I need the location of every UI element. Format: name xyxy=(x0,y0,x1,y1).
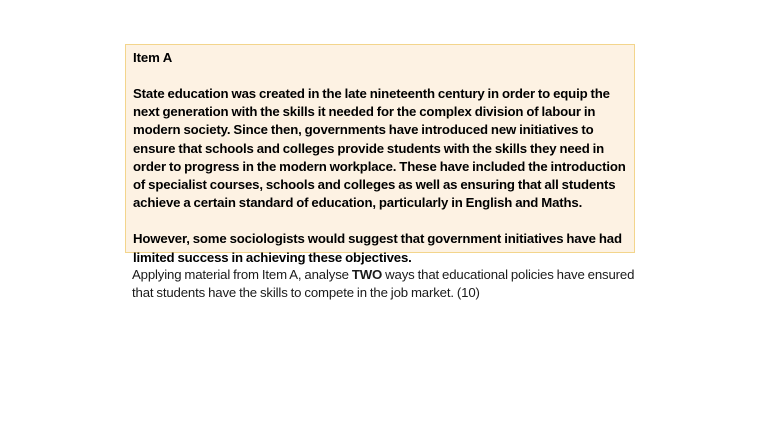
exam-question xyxy=(132,266,652,303)
spacer xyxy=(133,67,627,85)
item-paragraph-2: However, some sociologists would suggest that government initiatives have had limited success in achieving these objectives. xyxy=(133,231,622,265)
item-a-source-box xyxy=(125,44,635,265)
item-paragraph-1: State education was created in the late nineteenth century in order to equip the next generation with the skills it needed for the complex division of labour in modern society. Since then, governments have introduced new initiatives to ensure that schools and colleges provide students with the skills they need in order to progress in the modern workplace. These have included the introduction of specialist courses, schools and colleges as well as ensuring that all students achieve a certain standard of education, particularly in English and Maths. xyxy=(133,86,626,211)
item-title: Item A xyxy=(133,50,173,65)
spacer xyxy=(133,212,627,230)
question-prefix: Applying material from Item A, analyse xyxy=(132,267,352,282)
question-suffix: ways that educational policies have ensured that students have the skills to compete in the job market. (10) xyxy=(132,267,635,301)
question-emphasis: TWO xyxy=(351,267,383,282)
